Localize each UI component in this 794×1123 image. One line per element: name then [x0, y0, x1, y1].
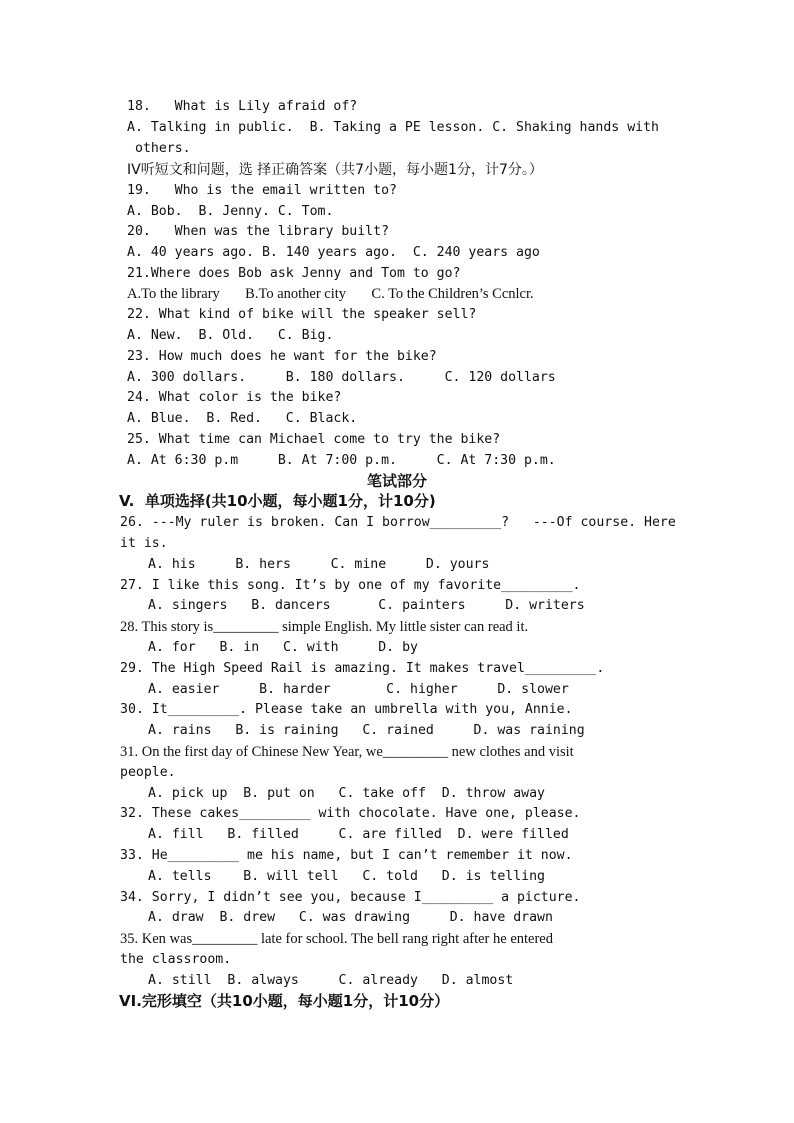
question-35-cont: the classroom.: [120, 952, 232, 967]
question-24: 24. What color is the bike?: [127, 390, 342, 405]
question-28: 28. This story is_________ simple English. My little sister can read it.: [120, 619, 529, 635]
question-21: 21.Where does Bob ask Jenny and Tom to go?: [127, 266, 461, 281]
section-vi-heading: VI.完形填空（共10小题，每小题1分，计10分）: [119, 992, 450, 1010]
options-34: A. draw B. drew C. was drawing D. have drawn: [148, 910, 553, 925]
question-32: 32. These cakes_________ with chocolate. Have one, please.: [120, 806, 581, 821]
question-25: 25. What time can Michael come to try the bike?: [127, 432, 501, 447]
question-26-cont: it is.: [120, 536, 168, 551]
question-31-cont: people.: [120, 765, 176, 780]
section-v-heading: V. 单项选择(共10小题，每小题1分，计10分): [119, 492, 436, 510]
section-iv-heading: IV听短文和问题，选 择正确答案（共7小题，每小题1分，计7分。）: [127, 162, 543, 178]
question-30: 30. It_________. Please take an umbrella with you, Annie.: [120, 702, 573, 717]
options-20: A. 40 years ago. B. 140 years ago. C. 240 years ago: [127, 245, 540, 260]
options-31: A. pick up B. put on C. take off D. throw away: [148, 786, 545, 801]
options-21: A.To the library B.To another city C. To the Children’s Ccnlcr.: [127, 286, 534, 302]
options-32: A. fill B. filled C. are filled D. were filled: [148, 827, 569, 842]
options-33: A. tells B. will tell C. told D. is telling: [148, 869, 545, 884]
question-19: 19. Who is the email written to?: [127, 183, 397, 198]
question-18: 18. What is Lily afraid of?: [127, 99, 358, 114]
question-34: 34. Sorry, I didn’t see you, because I_________ a picture.: [120, 890, 581, 905]
question-26: 26. ---My ruler is broken. Can I borrow_________? ---Of course. Here: [120, 515, 676, 530]
options-25: A. At 6:30 p.m B. At 7:00 p.m. C. At 7:30 p.m.: [127, 453, 556, 468]
options-23: A. 300 dollars. B. 180 dollars. C. 120 dollars: [127, 370, 556, 385]
options-30: A. rains B. is raining C. rained D. was raining: [148, 723, 585, 738]
question-22: 22. What kind of bike will the speaker sell?: [127, 307, 477, 322]
question-23: 23. How much does he want for the bike?: [127, 349, 437, 364]
options-18-cont: others.: [135, 141, 191, 156]
options-18: A. Talking in public. B. Taking a PE lesson. C. Shaking hands with: [127, 120, 659, 135]
written-part-title: 笔试部分: [366, 472, 427, 490]
options-27: A. singers B. dancers C. painters D. writers: [148, 598, 585, 613]
options-19: A. Bob. B. Jenny. C. Tom.: [127, 204, 334, 219]
options-22: A. New. B. Old. C. Big.: [127, 328, 334, 343]
options-28: A. for B. in C. with D. by: [148, 640, 418, 655]
options-26: A. his B. hers C. mine D. yours: [148, 557, 490, 572]
question-35: 35. Ken was_________ late for school. The bell rang right after he entered: [120, 931, 553, 947]
question-33: 33. He_________ me his name, but I can’t remember it now.: [120, 848, 573, 863]
options-29: A. easier B. harder C. higher D. slower: [148, 682, 569, 697]
options-35: A. still B. always C. already D. almost: [148, 973, 514, 988]
question-29: 29. The High Speed Rail is amazing. It makes travel_________.: [120, 661, 605, 676]
question-31: 31. On the first day of Chinese New Year, we_________ new clothes and visit: [120, 744, 574, 760]
options-24: A. Blue. B. Red. C. Black.: [127, 411, 358, 426]
question-27: 27. I like this song. It’s by one of my favorite_________.: [120, 578, 581, 593]
question-20: 20. When was the library built?: [127, 224, 390, 239]
